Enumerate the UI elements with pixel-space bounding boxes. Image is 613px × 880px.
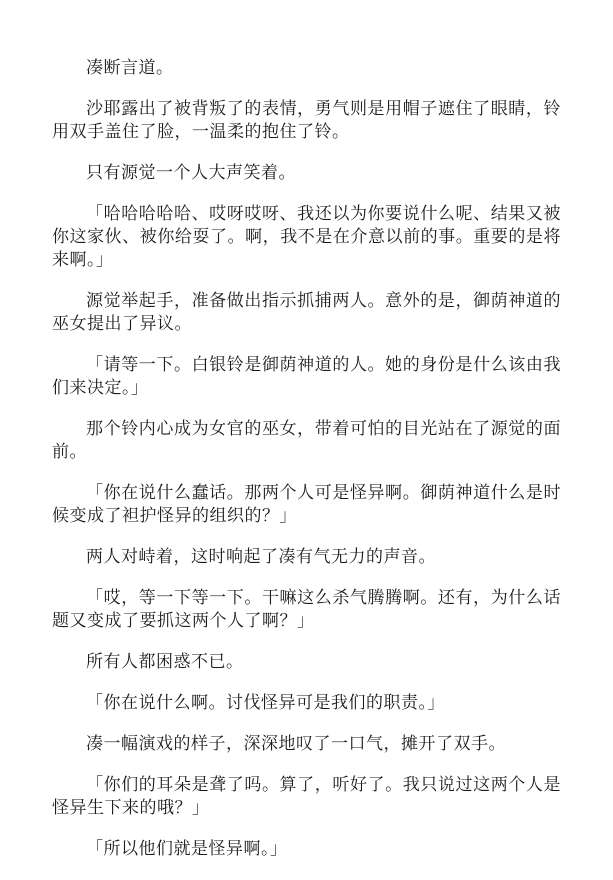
paragraph: 只有源觉一个人大声笑着。 [86,163,296,182]
paragraph: 沙耶露出了被背叛了的表情，勇气则是用帽子遮住了眼睛，铃用双手盖住了脸，一温柔的抱住了铃。 [52,99,561,141]
paragraph: 源觉举起手，准备做出指示抓捕两人。意外的是，御荫神道的巫女提出了异议。 [52,291,561,333]
paragraph-dialogue: 「哈哈哈哈哈、哎呀哎呀、我还以为你要说什么呢、结果又被你这家伙、被你给耍了。啊，我不是在介意以前的事。重要的是将来啊。」 [52,204,561,269]
paragraph-dialogue: 「请等一下。白银铃是御荫神道的人。她的身份是什么该由我们来决定。」 [52,355,561,397]
paragraph: 凑一幅演戏的样子，深深地叹了一口气，摊开了双手。 [86,734,506,753]
paragraph-dialogue: 「你在说什么啊。讨伐怪异可是我们的职责。」 [86,693,445,712]
paragraph: 所有人都困惑不已。 [86,652,244,671]
paragraph-dialogue: 「你们的耳朵是聋了吗。算了，听好了。我只说过这两个人是怪异生下来的哦？」 [52,775,561,817]
paragraph-dialogue: 「你在说什么蠢话。那两个人可是怪异啊。御荫神道什么是时候变成了袒护怪异的组织的？」 [52,483,561,525]
paragraph: 那个铃内心成为女官的巫女，带着可怕的目光站在了源觉的面前。 [52,419,561,461]
paragraph: 两人对峙着，这时响起了凑有气无力的声音。 [86,547,436,566]
paragraph-dialogue: 「哎，等一下等一下。干嘛这么杀气腾腾啊。还有，为什么话题又变成了要抓这两个人了啊？」 [52,588,561,630]
paragraph: 凑断言道。 [86,58,174,77]
paragraph-dialogue: 「所以他们就是怪异啊。」 [86,839,288,858]
